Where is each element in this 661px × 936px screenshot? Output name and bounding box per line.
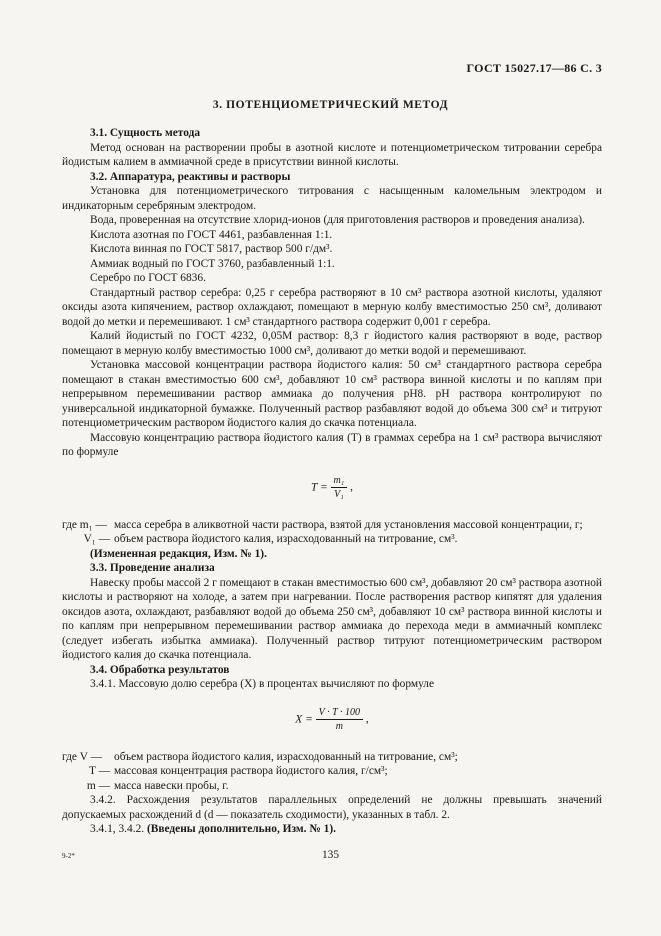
formula-T-numerator: m₁: [331, 474, 348, 488]
paragraph-3-1: Метод основан на растворении пробы в азотной кислоте и потенциометрическом титровании серебра йодистым калием в аммиачной среде в присутствии винной кислоты.: [62, 141, 602, 168]
where-key: T —: [89, 765, 110, 777]
formula-X-lhs: X =: [295, 712, 313, 725]
document-body: [62, 126, 602, 837]
paragraph-nitric-acid: Кислота азотная по ГОСТ 4461, разбавленная 1:1.: [90, 228, 333, 241]
paragraph-water: Вода, проверенная на отсутствие хлорид-ионов (для приготовления растворов и проведения анализа).: [90, 214, 585, 226]
where-item: [62, 518, 602, 533]
where-item: [62, 532, 602, 547]
running-header: ГОСТ 15027.17—86 С. 3: [466, 61, 602, 75]
paragraph-concentration-setup: Установка массовой концентрации раствора йодистого калия: 50 см³ стандартного раствора серебра помещают в стакан вместимостью 600 см³, добавляют 10 см³ раствора винной кислоты и по каплям при непрерывном перемешивании раствор аммиака до получения pH8. pH раствора контролируют по универсальной индикаторной бумажке. Полученный раствор разбавляют водой до объема 300 см³ и титруют потенциометрическим раствором йодистого калия до скачка потенциала.: [62, 359, 602, 429]
amendment-note-1: (Измененная редакция, Изм. № 1).: [90, 547, 267, 560]
paragraph-potassium-iodide: Калий йодистый по ГОСТ 4232, 0,05М раствор: 8,3 г йодистого калия растворяют в воде, раствор помещают в мерную колбу вместимостью 1000 см³, доливают до метки водой и перемешивают.: [62, 330, 602, 357]
formula-T: [62, 474, 602, 504]
where-key: m —: [86, 779, 110, 792]
paragraph-3-3: Навеску пробы массой 2 г помещают в стакан вместимостью 600 см³, добавляют 20 см³ раствора азотной кислоты и растворяют на холоде, а затем при нагревании. После растворения раствор кипятят для удаления оксидов азота, охлаждают, разбавляют водой до объема 250 см³, добавляют 10 см³ раствора винной кислоты и по каплям при непрерывном перемешивании раствор аммиака до перехода меди в аммиачный комплекс (следует избегать избытка аммиака). Полученный раствор титруют потенциометрическим раствором йодистого калия до скачка потенциала.: [62, 576, 603, 661]
paragraph-silver: Серебро по ГОСТ 6836.: [90, 272, 206, 284]
amendment-clauses: 3.4.1, 3.4.2.: [90, 823, 145, 835]
formula-X-fraction: [316, 706, 363, 733]
where-text: масса навески пробы, г.: [114, 779, 229, 792]
paragraph-equipment: Установка для потенциометрического титрования с насыщенным каломельным электродом и индикаторным серебряным электродом.: [62, 185, 602, 212]
formula-T-fraction: [331, 474, 348, 501]
where-key: V₁ —: [83, 533, 110, 545]
section-title: 3. ПОТЕНЦИОМЕТРИЧЕСКИЙ МЕТОД: [212, 99, 449, 111]
paragraph-3-4-2: 3.4.2. Расхождения результатов параллельных определений не должны превышать значений допускаемых расхождений d (d — показатель сходимости), указанных в табл. 2.: [62, 794, 602, 821]
formula-X: [62, 706, 602, 736]
where-item: [62, 764, 602, 779]
formula-X-denominator: m: [335, 720, 343, 732]
paragraph-tartaric-acid: Кислота винная по ГОСТ 5817, раствор 500 г/дм³.: [90, 243, 333, 255]
amendment-text: (Введены дополнительно, Изм. № 1).: [146, 823, 336, 835]
page-number: 135: [321, 849, 340, 861]
formula-T-tail: ,: [350, 480, 353, 493]
formula-X-tail: ,: [365, 712, 369, 725]
where-key: где m₁ —: [62, 518, 107, 531]
where-item: [62, 750, 602, 765]
where-key: где V —: [62, 750, 103, 763]
where-text: объем раствора йодистого калия, израсходованный на титрование, см³.: [114, 533, 458, 545]
formula-T-denominator: V₁: [334, 488, 344, 500]
paragraph-formula-intro-1: Массовую концентрацию раствора йодистого калия (T) в граммах серебра на 1 см³ раствора вычисляют по формуле: [62, 431, 602, 458]
paragraph-standard-solution: Стандартный раствор серебра: 0,25 г серебра растворяют в 10 см³ раствора азотной кислоты, удаляют оксиды азота кипячением, раствор охлаждают, помещают в мерную колбу вместимостью 250 см³, доливают водой до метки и перемешивают. 1 см³ стандартного раствора содержит 0,001 г серебра.: [62, 286, 602, 328]
where-text: массовая концентрация раствора йодистого калия, г/см³;: [114, 765, 388, 777]
formula-T-lhs: T =: [311, 480, 328, 493]
signature-mark: 9-2*: [62, 852, 75, 860]
amendment-note-2: [62, 822, 602, 837]
heading-3-4: 3.4. Обработка результатов: [90, 663, 230, 676]
paragraph-3-4-1: 3.4.1. Массовую долю серебра (X) в процентах вычисляют по формуле: [90, 678, 435, 690]
heading-3-3: 3.3. Проведение анализа: [90, 562, 215, 574]
where-text: масса серебра в аликвотной части раствора, взятой для установления массовой концентрации, г;: [114, 518, 583, 531]
where-item: [62, 779, 602, 794]
paragraph-ammonia: Аммиак водный по ГОСТ 3760, разбавленный 1:1.: [90, 257, 335, 270]
where-text: объем раствора йодистого калия, израсходованный на титрование, см³;: [114, 750, 458, 763]
heading-3-1: 3.1. Сущность метода: [90, 127, 201, 139]
heading-3-2: 3.2. Аппаратура, реактивы и растворы: [90, 170, 291, 183]
formula-X-numerator: V · T · 100: [316, 706, 363, 720]
